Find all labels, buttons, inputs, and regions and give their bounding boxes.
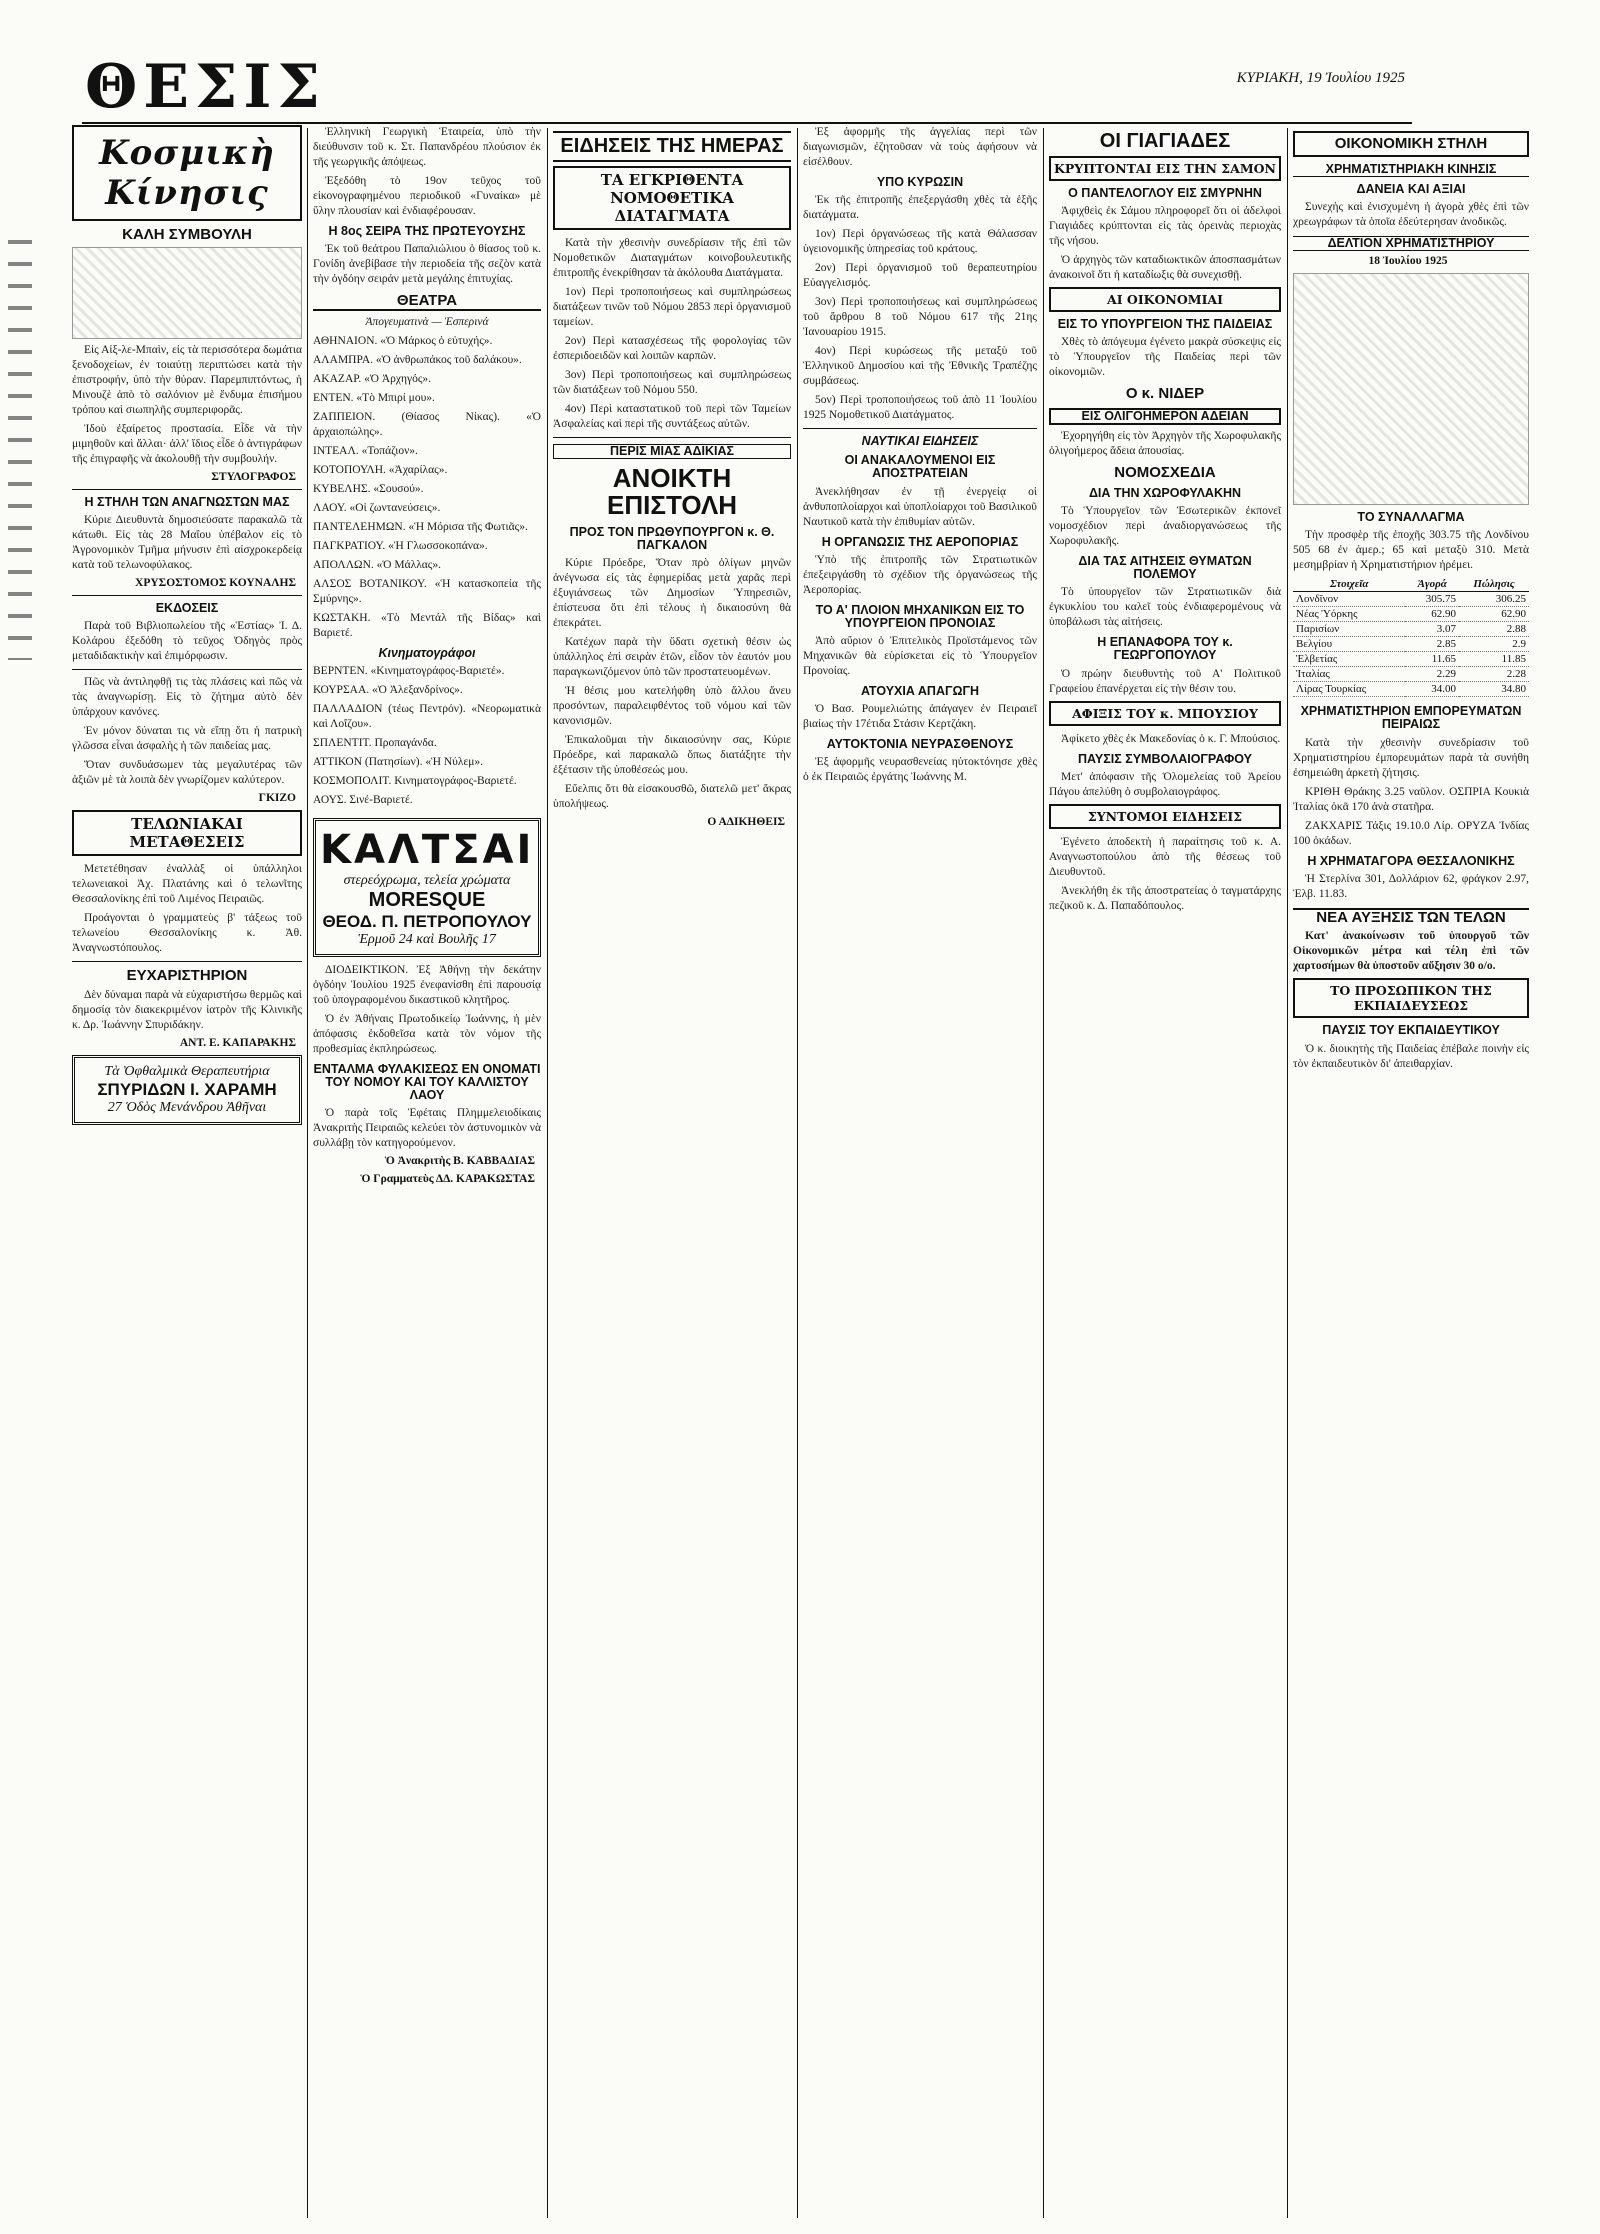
paragraph: Ὁ Βασ. Ρουμελιώτης ἀπάγαγεν ἐν Πειραιεῖ βιαίως τὴν 17έτιδα Στάσιν Κερτζάκη.: [803, 703, 1037, 730]
table-cell: Ἑλβετίας: [1293, 652, 1405, 667]
subheadline: Ο ΠΑΝΤΕΛΟΓΛΟΥ ΕΙΣ ΣΜΥΡΝΗΝ: [1068, 186, 1262, 200]
table-cell: 2.28: [1459, 667, 1529, 682]
headline: ΝΕΑ ΑΥΞΗΣΙΣ ΤΩΝ ΤΕΛΩΝ: [1293, 908, 1529, 926]
listing-item: ΚΥΒΕΛΗΣ. «Σουσού».: [313, 482, 424, 495]
paragraph: Ὁ ἀρχηγὸς τῶν καταδιωκτικῶν ἀποσπασμάτων ἀνακοινοῖ ὅτι ἡ καταδίωξις θὰ συνεχισθῇ.: [1049, 254, 1281, 282]
ad-text: Τὰ Ὀφθαλμικὰ Θεραπευτήρια: [104, 1063, 270, 1079]
banner-news: ΕΙΔΗΣΕΙΣ ΤΗΣ ΗΜΕΡΑΣ: [553, 131, 791, 162]
paragraph: Ἐν μόνον δύναται τις νὰ εἴπῃ ὅτι ἡ πατρικὴ γλῶσσα εἶναι ἀσφαλὴς ἡ τῶν παιδείας μας.: [72, 725, 302, 752]
table-cell: 2.88: [1459, 622, 1529, 637]
listing-item: ΚΟΣΜΟΠΟΛΙΤ. Κινηματογράφος-Βαριετέ.: [313, 775, 517, 787]
headline: ΥΠΟ ΚΥΡΩΣΙΝ: [876, 175, 964, 189]
signature: ΑΝΤ. Ε. ΚΑΠΑΡΑΚΗΣ: [179, 1036, 296, 1049]
ad-name: ΣΠΥΡΙΔΩΝ Ι. ΧΑΡΑΜΗ: [97, 1079, 277, 1099]
paragraph: 3ον) Περὶ τροποποιήσεως καὶ συμπληρώσεως τοῦ ἄρθρου 8 τοῦ Νόμου 617 τῆς 21ης Ἰανουαρίου 1915.: [803, 296, 1037, 339]
issue-date: ΚΥΡΙΑΚΗ, 19 Ἰουλίου 1925: [1236, 70, 1405, 86]
paragraph: ΚΡΙΘΗ Θράκης 3.25 ναῦλον. ΟΣΠΡΙΑ Κουκιὰ Ἰταλίας ὁκᾶ 170 ἀνὰ στατῆρα.: [1293, 785, 1529, 813]
table-cell: 62.90: [1459, 607, 1529, 622]
table-cell: Λονδῖνον: [1293, 592, 1405, 607]
paragraph: 4ον) Περὶ κυρώσεως τῆς μεταξὺ τοῦ Ἑλληνικοῦ Δημοσίου καὶ τῆς Ἐθνικῆς Τραπέζης συμβάσεως.: [803, 345, 1037, 388]
headline: Η ΣΤΗΛΗ ΤΩΝ ΑΝΑΓΝΩΣΤΩΝ ΜΑΣ: [84, 494, 290, 509]
paragraph: Ἀφίκετο χθὲς ἐκ Μακεδονίας ὁ κ. Γ. Μπούσιος.: [1061, 732, 1281, 745]
column-6: [1293, 125, 1529, 2222]
kicker: ΠΕΡΙΣ ΜΙΑΣ ΑΔΙΚΙΑΣ: [553, 444, 791, 459]
paragraph: Πῶς νὰ ἀντιληφθῇ τις τὰς πλάσεις καὶ πῶς νὰ τὰς ἀναγνωρίσῃ. Εἰς τὸ ζήτημα αὐτὸ δὲν ὑπάρχουν κανόνες.: [72, 676, 302, 718]
table-row: [1293, 592, 1529, 607]
headline-bulletin: ΔΕΛΤΙΟΝ ΧΡΗΜΑΤΙΣΤΗΡΙΟΥ: [1293, 236, 1529, 251]
bulletin-date: 18 Ἰουλίου 1925: [1368, 255, 1448, 268]
headline: ΚΑΛΗ ΣΥΜΒΟΥΛΗ: [122, 226, 252, 243]
paragraph: 2ον) Περὶ κατασχέσεως τῆς φορολογίας τῶν ἐσπεριδοειδῶν καὶ λοιπῶν καρπῶν.: [553, 335, 791, 362]
paragraph: 4ον) Περὶ καταστατικοῦ τοῦ περὶ τῶν Ταμείων Ἀσφαλείας καὶ περὶ τῆς συντάξεως αὐτῶν.: [553, 403, 791, 430]
paragraph: Ὁ ἐν Ἀθήναις Πρωτοδικείῳ Ἰωάννης, ἡ μὲν ἀπόφασις ἐκδοθεῖσα κατὰ τὸν νόμον τῆς προθεσμίας ἐκπληρώσεως.: [313, 1013, 541, 1055]
headline: ΕΥΧΑΡΙΣΤΗΡΙΟΝ: [126, 967, 248, 984]
table-row: [1293, 652, 1529, 667]
listing-item: ΑΛΣΟΣ ΒΟΤΑΝΙΚΟΥ. «Ἡ κατασκοπεία τῆς Σμύρνης».: [313, 577, 541, 605]
illustration-woman-writing: [72, 247, 302, 339]
headline: ΟΙ ΑΝΑΚΑΛΟΥΜΕΝΟΙ ΕΙΣ ΑΠΟΣΤΡΑΤΕΙΑΝ: [844, 453, 996, 481]
paragraph: ΖΑΚΧΑΡΙΣ Τάξις 19.10.0 Λίρ. ΟΡΥΖΑ Ἰνδίας 100 ὀκάδων.: [1293, 819, 1529, 847]
theatres-intro: Ἀπογευματινὰ — Ἑσπερινά: [365, 315, 489, 328]
column-rule: [1287, 128, 1288, 2218]
paragraph: Ἐξ ἀφορμῆς τῆς ἀγγελίας περὶ τῶν διαγωνισμῶν, ἐζητοῦσαν νὰ τοὺς ἀφήσουν νὰ εἰσέλθουν.: [803, 126, 1037, 168]
headline-open-letter: ΑΝΟΙΚΤΗ ΕΠΙΣΤΟΛΗ: [607, 463, 737, 521]
headline-theatres: ΘΕΑΤΡΑ: [313, 293, 541, 311]
ad-address: 27 Ὁδὸς Μενάνδρου Ἀθῆναι: [107, 1099, 267, 1115]
headline-boxed: ΤΕΛΩΝΙΑΚΑΙ ΜΕΤΑΘΕΣΕΙΣ: [72, 810, 302, 856]
table-header-row: [1293, 577, 1529, 592]
headline: Η 8ος ΣΕΙΡΑ ΤΗΣ ΠΡΩΤΕΥΟΥΣΗΣ: [328, 224, 526, 238]
paragraph: Ἐξ ἀφορμῆς νευρασθενείας ηὐτοκτόνησε χθὲς ὁ ἐκ Πειραιῶς ἐργάτης Ἰωάννης Μ.: [803, 756, 1037, 784]
table-row: [1293, 607, 1529, 622]
table-cell: Λίρας Τουρκίας: [1293, 682, 1405, 697]
column-header: Στοιχεῖα: [1293, 577, 1405, 592]
table-cell: 306.25: [1459, 592, 1529, 607]
column-3: [553, 125, 791, 2222]
column-2: [313, 125, 541, 2222]
paragraph: ΔΙΟΔΕΙΚΤΙΚΟΝ. Ἐξ Ἀθήνῃ τὴν δεκάτην ὀγδόην Ἰουλίου 1925 ἐνεφανίσθη ἐπὶ παρουσίᾳ τοῦ ὑπογραφομένου δικαστικοῦ κλητῆρος.: [313, 964, 541, 1006]
signature: ΓΚΙΖΟ: [258, 792, 296, 804]
headline: Η ΧΡΗΜΑΤΑΓΟΡΑ ΘΕΣΣΑΛΟΝΙΚΗΣ: [1307, 853, 1515, 868]
binding-margin-marks: [8, 240, 32, 660]
listing-item: ΠΑΛΛΑΔΙΟΝ (τέως Πεντρόν). «Νεορωματικὰ καὶ Λοΐζου».: [313, 703, 541, 730]
paragraph: Παρὰ τοῦ Βιβλιοπωλείου τῆς «Ἑστίας» Ἰ. Δ. Κολάρου ἐξεδόθη τὸ τεῦχος Ὀδηγὸς πρὸς μεταδιδακτικὴν καὶ ἐπιμόρφωσιν.: [72, 620, 302, 662]
listing-item: ΑΤΤΙΚΟΝ (Πατησίων). «Ἡ Νύλεμ».: [313, 756, 484, 768]
table-cell: Ἰταλίας: [1293, 667, 1405, 682]
headline: ΤΑ ΕΓΚΡΙΘΕΝΤΑ ΝΟΜΟΘΕΤΙΚΑ ΔΙΑΤΑΓΜΑΤΑ: [553, 166, 791, 230]
paragraph: 3ον) Περὶ τροποποιήσεως καὶ συμπληρώσεως τῶν διατάξεων τοῦ Νόμου 550.: [553, 369, 791, 396]
table-cell: Παρισίων: [1293, 622, 1405, 637]
paragraph: Ἰδοὺ ἐξαίρετος προστασία. Εἶδε νὰ τὴν μιμηθοῦν καὶ ἄλλαι· ἀλλ' ἴδιος εἶδε ὁ ἀντιγράφων τῆς ἐπιγραφῆς νὰ ἀκολουθῇ τὴν συμβουλήν.: [72, 422, 302, 465]
signature: Ο ΑΔΙΚΗΘΕΙΣ: [707, 815, 785, 828]
signature: Ὁ Ἀνακριτὴς Β. ΚΑΒΒΑΔΙΑΣ: [384, 1155, 535, 1168]
listing-item: ΑΟΥΣ. Σινέ-Βαριετέ.: [313, 794, 413, 806]
column-rule: [547, 128, 548, 2218]
paragraph: Τὸ Ὑπουργεῖον τῶν Ἐσωτερικῶν ἐκπονεῖ νομοσχέδιον περὶ ἀναδιοργανώσεως τῆς Χωροφυλακῆς.: [1049, 505, 1281, 547]
paragraph: Κατὰ τὴν χθεσινὴν συνεδρίασιν τῆς ἐπὶ τῶν Νομοθετικῶν Διαταγμάτων κοινοβουλευτικῆς ἐπιτροπῆς ἐνεκρίθησαν τὰ ἀκόλουθα Διατάγματα.: [553, 237, 791, 279]
listing-item: ΚΟΤΟΠΟΥΛΗ. «Ἀχαρίλας».: [313, 463, 448, 476]
paragraph: Χθὲς τὸ ἀπόγευμα ἐγένετο μακρὰ σύσκεψις εἰς τὸ Ὑπουργεῖον τῆς Παιδείας περὶ τῶν οἰκονομιῶν.: [1049, 336, 1281, 379]
paragraph: Τὸ ὑπουργεῖον τῶν Στρατιωτικῶν διὰ ἐγκυκλίου του καλεῖ τοὺς ἐνδιαφερομένους νὰ ὑποβάλωσι τὰς αἰτήσεις.: [1049, 586, 1281, 629]
divider: [72, 595, 302, 596]
paragraph: Κατὰ τὴν χθεσινὴν συνεδρίασιν τοῦ Χρηματιστηρίου ἐμπορευμάτων παρὰ τὰ συνήθη ἐσημειώθη ἀρκετὴ ζήτησις.: [1293, 736, 1529, 779]
table-body: [1293, 592, 1529, 697]
table-cell: 62.90: [1405, 607, 1459, 622]
divider: [72, 489, 302, 490]
listing-item: ΠΑΝΤΕΛΕΗΜΩΝ. «Ἡ Μόρισα τῆς Φωτιᾶς».: [313, 520, 528, 533]
listing-item: ΣΠΛΕΝΤΙΤ. Προπαγάνδα.: [313, 737, 437, 749]
ad-headline: ΚΑΛΤΣΑΙ: [320, 827, 535, 873]
paragraph: Ἐγένετο ἀποδεκτὴ ἡ παραίτησις τοῦ κ. Α. Αναγνωστοπούλου ἀπὸ τῆς θέσεως τοῦ Διευθυντοῦ.: [1049, 835, 1281, 878]
subheadline: ΠΑΥΣΙΣ ΤΟΥ ΕΚΠΑΙΔΕΥΤΙΚΟΥ: [1322, 1023, 1500, 1038]
paragraph: Ἀνεκλήθησαν ἐν τῇ ἐνεργείᾳ οἱ ἀνθυποπλοίαρχοι καὶ ὑποπλοίαρχοι τοῦ Βασιλικοῦ Ναυτικοῦ κατὰ τὴν ἐπιθυμίαν αὐτῶν.: [803, 485, 1037, 528]
divider: [72, 961, 302, 962]
table-cell: 34.00: [1405, 682, 1459, 697]
column-rule: [797, 128, 798, 2218]
paragraph: 1ον) Περὶ ὀργανώσεως τῆς κατὰ Θάλασσαν ὑγειονομικῆς ὑπηρεσίας τοῦ κράτους.: [803, 228, 1037, 256]
ad-merchant: ΘΕΟΔ. Π. ΠΕΤΡΟΠΟΥΛΟΥ: [322, 912, 532, 931]
listing-item: ΙΝΤΕΑΛ. «Τοπάζιον».: [313, 444, 418, 457]
paragraph: Μετετέθησαν ἐναλλὰξ οἱ ὑπάλληλοι τελωνειακοὶ Ἀχ. Πλατάνης καὶ ὁ τελωνῖτης Θεσσαλονίκης ἐπὶ τοῦ Λιμένος Πειραιῶς.: [72, 863, 302, 905]
table-cell: 11.65: [1405, 652, 1459, 667]
paragraph: Ὁ πρώην διευθυντὴς τοῦ Α' Πολιτικοῦ Γραφείου ἐπανέρχεται εἰς τὴν θέσιν του.: [1049, 667, 1281, 695]
paragraph: Ἀφιχθεὶς ἐκ Σάμου πληροφορεῖ ὅτι οἱ ἀδελφοὶ Γιαγιάδες κρύπτονται εἰς τὰς ὀρεινὰς περιοχὰς τῆς νήσου.: [1049, 205, 1281, 248]
table-cell: Νέας Ὑόρκης: [1293, 607, 1405, 622]
listing-item: ΑΘΗΝΑΙΟΝ. «Ὁ Μάρκος ὁ εὐτυχής».: [313, 334, 493, 347]
column-5: [1049, 125, 1281, 2222]
section-title-social: Κοσμικὴ Κίνησις: [72, 125, 302, 221]
divider: [803, 428, 1037, 429]
listing-item: ΛΑΟΥ. «Οἱ ζωντανεύσεις».: [313, 501, 441, 514]
subheadline: ΕΙΣ ΟΛΙΓΟΗΜΕΡΟΝ ΑΔΕΙΑΝ: [1049, 408, 1281, 425]
headline: ΧΡΗΜΑΤΙΣΤΗΡΙΑΚΗ ΚΙΝΗΣΙΣ: [1293, 163, 1529, 177]
listing-item: ΚΩΣΤΑΚΗ. «Τὸ Μεντάλ τῆς Βίδας» καὶ Βαριετέ.: [313, 611, 541, 639]
paragraph: Ἡ θέσις μου κατελήφθη ὑπὸ ἄλλου ἄνευ προσόντων, παραλειφθέντος τοῦ νόμου καὶ τῶν κανονισμῶν.: [553, 684, 791, 727]
paragraph: Τὴν προσφὲρ τῆς ἐποχῆς 303.75 τῆς Λονδίνου 505 68 ἐν ἀμερ.; 65 καὶ μεταξὺ 310. Μετὰ μεσημβρίαν ἡ Χρηματιστήριον ἠρέμει.: [1293, 529, 1529, 572]
headline: ΠΑΥΣΙΣ ΣΥΜΒΟΛΑΙΟΓΡΑΦΟΥ: [1077, 751, 1253, 766]
cinema-list: [313, 664, 541, 808]
paragraph: Κύριε Διευθυντὰ δημοσιεύσατε παρακαλῶ τὰ κάτωθι. Εἰς τὰς 28 Μαΐου ὑπέβαλον εἰς τὸ Ἀγρονομικὸν Τμῆμα μήνυσιν ἐπὶ αἰσχροκερδείᾳ κατὰ τοῦ τελωνοφύλακος.: [72, 513, 302, 571]
listing-item: ΑΛΑΜΠΡΑ. «Ὁ ἀνθρωπάκος τοῦ δαλάκου».: [313, 353, 522, 366]
advertisement-ophthalmic: [72, 1055, 302, 1125]
paragraph: Κύριε Πρόεδρε, Ὅταν πρὸ ὀλίγων μηνῶν ἀνέγνωσα εἰς τὰς ἐφημερίδας μετὰ χαρᾶς περὶ ἐξυγιάνσεως τῶν Δημοσίων Ὑπηρεσιῶν, ἐπίστευσα ὅτι ἐπὶ τέλους ἡ δικαιοσύνη θὰ ἐπεκράτει.: [553, 556, 791, 629]
paragraph: Ἐλληνικὴ Γεωργικὴ Ἑταιρεία, ὑπὸ τὴν διεύθυνσιν τοῦ κ. Στ. Παπανδρέου πλούσιον ἐκ τῆς γεωργικῆς ἀπόψεως.: [313, 126, 541, 168]
listing-item: ΚΟΥΡΣΑΑ. «Ὁ Ἀλεξανδρίνος».: [313, 684, 463, 696]
paragraph: Ἐξεδόθη τὸ 19ον τεῦχος τοῦ εἰκονογραφημένου περιοδικοῦ «Γυναίκα» μὲ ὕλην πλουσίαν καὶ ἐνδιαφέρουσαν.: [313, 175, 541, 217]
ad-brand: MORESQUE: [368, 889, 486, 911]
listing-item: ΖΑΠΠΕΙΟΝ. (Θίασος Νίκας). «Ὁ ἀρχαιοπώλης».: [313, 410, 541, 438]
exchange-rate-table: [1293, 577, 1529, 697]
paragraph: Προάγονται ὁ γραμματεὺς β' τάξεως τοῦ τελωνείου Θεσσαλονίκης κ. Ἀθ. Ἀναγνωστόπουλος.: [72, 912, 302, 954]
table-row: [1293, 622, 1529, 637]
headline: ΧΡΗΜΑΤΙΣΤΗΡΙΟΝ ΕΜΠΟΡΕΥΜΑΤΩΝ ΠΕΙΡΑΙΩΣ: [1300, 704, 1522, 732]
table-row: [1293, 667, 1529, 682]
column-header: Πώλησις: [1459, 577, 1529, 592]
listing-item: ΠΑΓΚΡΑΤΙΟΥ. «Ἡ Γλωσσοκοπάνα».: [313, 539, 488, 552]
table-cell: 2.29: [1405, 667, 1459, 682]
paragraph: Κατέχων παρὰ τὴν ὕδατι σχετικὴ θέσιν ὡς ὑπάλληλος ἐπὶ σειρὰν ἐτῶν, εἶδον τὸν ἑαυτόν μου παραγκωνιζόμενον ὑπὸ τῶν προστατευομένων.: [553, 635, 791, 678]
headline: ΔΙΑ ΤΑΣ ΑΙΤΗΣΕΙΣ ΘΥΜΑΤΩΝ ΠΟΛΕΜΟΥ: [1078, 554, 1252, 582]
headline: Ο κ. ΝΙΔΕΡ: [1125, 385, 1205, 403]
stock-quotes-table-illegible: [1293, 273, 1529, 505]
divider: [72, 669, 302, 670]
paragraph: Συνεχὴς καὶ ἐνισχυμένη ἡ ἀγορὰ χθὲς ἐπὶ τῶν χρεωγράφων τὰ ὁποῖα ἐδεύτερησαν ἀνοδικῶς.: [1293, 201, 1529, 228]
paragraph: 2ον) Περὶ ὀργανισμοῦ τοῦ θεραπευτηρίου Εὐαγγελισμός.: [803, 262, 1037, 290]
headline: ΑΥΤΟΚΤΟΝΙΑ ΝΕΥΡΑΣΘΕΝΟΥΣ: [826, 737, 1014, 751]
headline: ΑΤΟΥΧΙΑ ΑΠΑΓΩΓΗ: [860, 683, 980, 698]
masthead: [85, 52, 1405, 122]
table-cell: 34.80: [1459, 682, 1529, 697]
paragraph: Ἐπικαλοῦμαι τὴν δικαιοσύνην σας, Κύριε Πρόεδρε, καὶ παρακαλῶ ὅπως διατάξητε τὴν ἐξέτασιν τῆς ὑποθέσεώς μου.: [553, 733, 791, 776]
headline-boxed: ΤΟ ΠΡΟΣΩΠΙΚΟΝ ΤΗΣ ΕΚΠΑΙΔΕΥΣΕΩΣ: [1293, 978, 1529, 1018]
signature: ΣΤΥΛΟΓΡΑΦΟΣ: [211, 470, 296, 483]
paragraph: Ἐκ τοῦ θεάτρου Παπαλιώλιου ὁ θίασος τοῦ κ. Γονίδη ἀνεβίβασε τὴν περιοδεία τῆς σεζὸν κατὰ τὴν ὀγδόην σειράν μετὰ μεγάλης ἐπιτυχίας.: [313, 243, 541, 286]
paragraph: Ἐκ τῆς ἐπιτροπῆς ἐπεξεργάσθη χθὲς τὰ ἑξῆς διατάγματα.: [803, 194, 1037, 222]
paragraph: Εὔελπις ὅτι θὰ εἰσακουσθῶ, διατελῶ μετ' ἄκρας ὑπολήψεως.: [553, 782, 791, 810]
table-cell: 2.85: [1405, 637, 1459, 652]
headline-boxed: ΑΙ ΟΙΚΟΝΟΜΙΑΙ: [1049, 287, 1281, 312]
listing-item: ΕΝΤΕΝ. «Τὸ Μπιρί μου».: [313, 391, 435, 404]
paragraph: Ἀνεκλήθη ἐκ τῆς ἀποστρατείας ὁ ταγματάρχης πεζικοῦ κ. Δ. Παπαδόπουλος.: [1049, 884, 1281, 912]
paragraph: 5ον) Περὶ τροποποιήσεως τοῦ ἀπὸ 11 Ἰουλίου 1925 Νομοθετικοῦ Διατάγματος.: [803, 394, 1037, 422]
listing-item: ΒΕΡΝΤΕΝ. «Κινηματογράφος-Βαριετέ».: [313, 665, 505, 677]
column-4: [803, 125, 1037, 2222]
signature: ΧΡΥΣΟΣΤΟΜΟΣ ΚΟΥΝΑΛΗΣ: [135, 576, 296, 589]
table-row: [1293, 637, 1529, 652]
subheadline: ΕΙΣ ΤΟ ΥΠΟΥΡΓΕΙΟΝ ΤΗΣ ΠΑΙΔΕΙΑΣ: [1057, 317, 1273, 332]
headline-boxed: ΣΥΝΤΟΜΟΙ ΕΙΔΗΣΕΙΣ: [1049, 804, 1281, 829]
headline: Η ΕΠΑΝΑΦΟΡΑ ΤΟΥ κ. ΓΕΩΡΓΟΠΟΥΛΟΥ: [1097, 635, 1233, 663]
headline: ΟΙ ΓΙΑΓΙΑΔΕΣ: [1099, 130, 1231, 152]
table-cell: Βελγίου: [1293, 637, 1405, 652]
headline: Η ΟΡΓΑΝΩΣΙΣ ΤΗΣ ΑΕΡΟΠΟΡΙΑΣ: [821, 534, 1019, 549]
headline: ΕΚΔΟΣΕΙΣ: [155, 600, 219, 615]
table-cell: 2.9: [1459, 637, 1529, 652]
headline: ΕΝΤΑΛΜΑ ΦΥΛΑΚΙΣΕΩΣ ΕΝ ΟΝΟΜΑΤΙ ΤΟΥ ΝΟΜΟΥ ΚΑΙ ΤΟΥ ΚΑΛΛΙΣΤΟΥ ΛΑΟΥ: [313, 1062, 541, 1103]
paragraph: Δὲν δύναμαι παρὰ νὰ εὐχαριστήσω θερμῶς καὶ δημοσίᾳ τὸν διακεκριμένον ἰατρὸν τῆς Κλινικῆς κ. Δρ. Ἰωάννην Σπυριδάκην.: [72, 988, 302, 1031]
listing-item: ΑΚΑΖΑΡ. «Ὁ Ἀρχηγός».: [313, 372, 432, 385]
table-cell: 305.75: [1405, 592, 1459, 607]
subheadline: ΔΙΑ ΤΗΝ ΧΩΡΟΦΥΛΑΚΗΝ: [1088, 485, 1242, 500]
paragraph: Ὑπὸ τῆς ἐπιτροπῆς τῶν Στρατιωτικῶν ἐπεξειργάσθη τὸ σχέδιον τῆς ὀργανώσεως τῆς Ἀεροπορίας.: [803, 553, 1037, 596]
headline-cinemas: Κινηματογράφοι: [378, 645, 476, 660]
ad-text: στερεόχρωμα, τελεία χρώματα: [343, 873, 511, 888]
masthead-rule: [82, 122, 1412, 124]
paragraph: Ἐχορηγήθη εἰς τὸν Ἀρχηγὸν τῆς Χωροφυλακῆς ὀλιγοήμερος ἄδεια ἀπουσίας.: [1049, 430, 1281, 458]
column-header: Ἀγορά: [1405, 577, 1459, 592]
headline: ΤΟ ΣΥΝΑΛΛΑΓΜΑ: [1357, 510, 1465, 525]
subheadline: ΠΡΟΣ ΤΟΝ ΠΡΩΘΥΠΟΥΡΓΟΝ κ. Θ. ΠΑΓΚΑΛΟΝ: [569, 524, 775, 552]
headline: ΔΑΝΕΙΑ ΚΑΙ ΑΞΙΑΙ: [1356, 181, 1466, 196]
column-1: [72, 125, 302, 2222]
listing-item: ΑΠΟΛΛΩΝ. «Ὁ Μάλλας».: [313, 558, 441, 571]
column-rule: [307, 128, 308, 2218]
section-title-economic: ΟΙΚΟΝΟΜΙΚΗ ΣΤΗΛΗ: [1293, 131, 1529, 157]
paragraph: Μετ' ἀπόφασιν τῆς Ὁλομελείας τοῦ Ἀρείου Πάγου ἀπελύθη ὁ συμβολαιογράφος.: [1049, 770, 1281, 798]
advertisement-stockings: [313, 818, 541, 957]
paragraph: Κατ' ἀνακοίνωσιν τοῦ ὑπουργοῦ τῶν Οἰκονομικῶν μέτρα καὶ τέλη ἐπὶ τῶν χαρτοσήμων θὰ ὑποστοῦν αὔξησιν 30 ο/ο.: [1293, 930, 1529, 973]
paragraph: Ἀπὸ αὔριον ὁ Ἐπιτελικὸς Προϊστάμενος τῶν Μηχανικῶν θὰ εὑρίσκεται εἰς τὸ Ὑπουργεῖον Προνοίας.: [803, 634, 1037, 677]
paragraph: Ἡ Στερλίνα 301, Δολλάριον 62, φράγκον 2.97, Ἑλβ. 11.83.: [1293, 872, 1529, 900]
signature: Ὁ Γραμματεὺς ΔΔ. ΚΑΡΑΚΩΣΤΑΣ: [360, 1173, 535, 1186]
table-cell: 11.85: [1459, 652, 1529, 667]
headline: ΤΟ Α' ΠΛΟΙΟΝ ΜΗΧΑΝΙΚΩΝ ΕΙΣ ΤΟ ΥΠΟΥΡΓΕΙΟΝ ΠΡΟΝΟΙΑΣ: [815, 602, 1025, 630]
theatre-list: [313, 334, 541, 641]
divider: [553, 437, 791, 438]
headline: ΝΑΥΤΙΚΑΙ ΕΙΔΗΣΕΙΣ: [861, 434, 979, 449]
headline-boxed: ΑΦΙΞΙΣ ΤΟΥ κ. ΜΠΟΥΣΙΟΥ: [1049, 701, 1281, 726]
newspaper-title: ΘΕΣΙΣ: [85, 52, 326, 122]
headline-boxed: ΚΡΥΠΤΟΝΤΑΙ ΕΙΣ ΤΗΝ ΣΑΜΟΝ: [1049, 156, 1281, 181]
column-rule: [1043, 128, 1044, 2218]
paragraph: Ὁ κ. διοικητὴς τῆς Παιδείας ἐπέβαλε ποινὴν εἰς τὸν ἐκπαιδευτικὸν δι' ἀπειθαρχίαν.: [1293, 1042, 1529, 1070]
table-row: [1293, 682, 1529, 697]
paragraph: Ὅταν συνδυάσωμεν τὰς μεγαλυτέρας τῶν ἀξιῶν μὲ τὰ λοιπὰ δὲν γνωρίζομεν καλύτερον.: [72, 759, 302, 786]
ad-address: Ἑρμοῦ 24 καὶ Βουλῆς 17: [358, 932, 496, 947]
table-cell: 3.07: [1405, 622, 1459, 637]
paragraph: Εἰς Αἰξ-λε-Μπαὶν, εἰς τὰ περισσότερα δωμάτια ξενοδοχείων, ἐν τοιαύτῃ περιπτώσει κατὰ τὴν ἐπιστροφήν, ὑπὸ τὴν θύραν. Παρεμπιπτόντως, ἡ Μινουζὲ ἀπὸ τὸ σαλόνιον μὲ ἔνδυμα ἐπισήμου τρόπου καὶ σιωπηλῆς συμπεριφορᾶς.: [72, 343, 302, 416]
paragraph: Ὁ παρὰ τοῖς Ἐφέταις Πλημμελειοδίκαις Ἀνακριτὴς Πειραιῶς κελεύει τὸν ἀστυνομικὸν νὰ συλλάβῃ τὸν κατηγορούμενον.: [313, 1107, 541, 1150]
headline: ΝΟΜΟΣΧΕΔΙΑ: [1114, 464, 1216, 482]
paragraph: 1ον) Περὶ τροποποιήσεως καὶ συμπληρώσεως διατάξεων τινῶν τοῦ Νόμου 2853 περὶ ὁργανισμοῦ ταμείων.: [553, 286, 791, 328]
